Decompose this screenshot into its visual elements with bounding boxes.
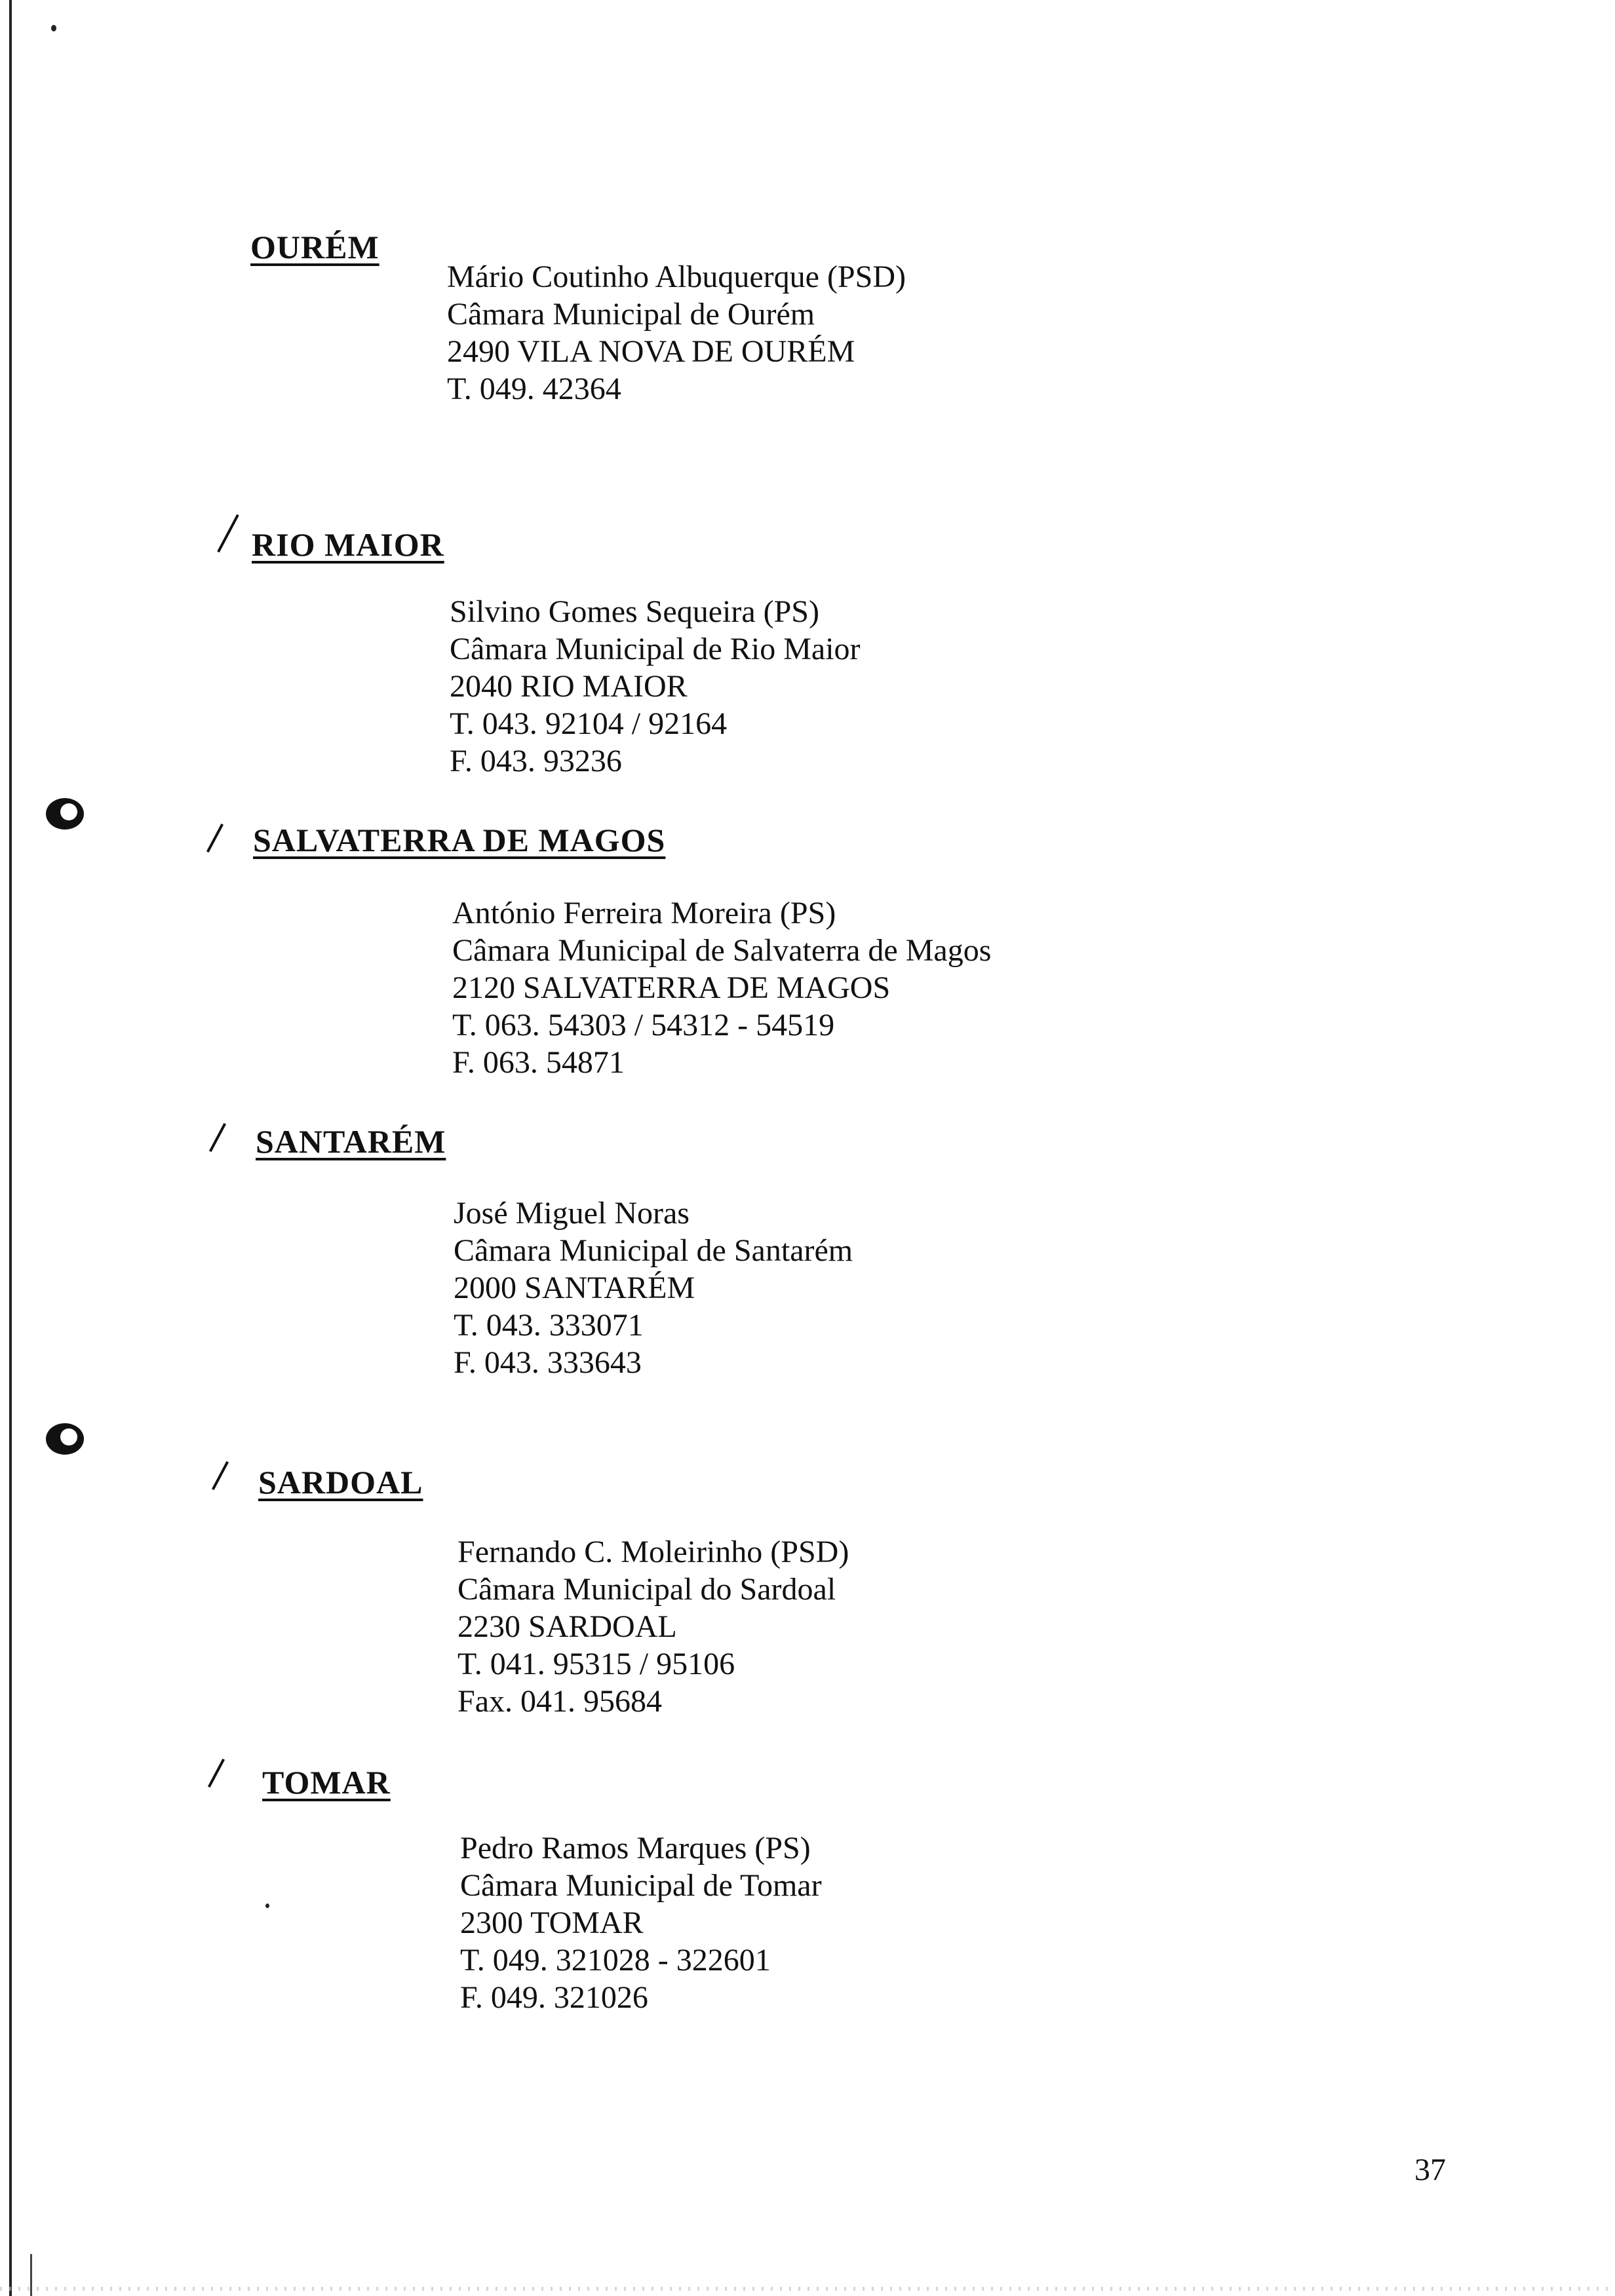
contact-address: 2300 TOMAR [460, 1905, 644, 1940]
check-mark [206, 824, 224, 852]
contact-address: 2230 SARDOAL [457, 1609, 677, 1644]
check-mark [208, 1759, 225, 1788]
contact-phone: T. 043. 333071 [454, 1308, 644, 1343]
contact-name: Pedro Ramos Marques (PS) [460, 1831, 811, 1866]
contact-phone: T. 041. 95315 / 95106 [457, 1647, 735, 1681]
entry-body-santarem [454, 1195, 853, 1381]
contact-address: 2120 SALVATERRA DE MAGOS [452, 970, 891, 1005]
entry-heading-rio-maior: RIO MAIOR [252, 526, 444, 563]
punch-hole [46, 1423, 84, 1455]
contact-address: 2040 RIO MAIOR [450, 669, 688, 704]
contact-name: Silvino Gomes Sequeira (PS) [450, 594, 819, 629]
entry-heading-ourem: OURÉM [250, 229, 379, 265]
contact-phone: T. 049. 321028 - 322601 [460, 1943, 771, 1978]
contact-institution: Câmara Municipal de Ourém [447, 297, 815, 332]
contact-fax: Fax. 041. 95684 [457, 1684, 662, 1719]
entry-body-sardoal [457, 1533, 849, 1720]
check-mark [212, 1461, 229, 1490]
contact-name: António Ferreira Moreira (PS) [452, 896, 836, 930]
page-left-edge [9, 0, 12, 2296]
page-number: 37 [1414, 2152, 1446, 2187]
entry-body-rio-maior [450, 593, 861, 780]
entry-body-salvaterra-de-magos [452, 894, 991, 1081]
contact-name: Mário Coutinho Albuquerque (PSD) [447, 259, 906, 294]
entry-body-ourem [447, 258, 906, 408]
contact-fax: F. 043. 333643 [454, 1345, 642, 1380]
check-mark [209, 1123, 226, 1152]
contact-phone: T. 063. 54303 / 54312 - 54519 [452, 1008, 835, 1043]
contact-fax: F. 063. 54871 [452, 1045, 625, 1080]
scan-speck [51, 25, 56, 31]
contact-name: Fernando C. Moleirinho (PSD) [457, 1535, 849, 1569]
entry-heading-salvaterra-de-magos: SALVATERRA DE MAGOS [253, 822, 666, 858]
contact-fax: F. 049. 321026 [460, 1980, 648, 2015]
entry-heading-sardoal: SARDOAL [258, 1464, 423, 1501]
page-bottom-edge [0, 2287, 1615, 2291]
contact-fax: F. 043. 93236 [450, 744, 622, 778]
contact-institution: Câmara Municipal do Sardoal [457, 1572, 836, 1607]
entry-heading-tomar: TOMAR [262, 1764, 391, 1801]
punch-hole [46, 798, 84, 830]
contact-address: 2490 VILA NOVA DE OURÉM [447, 334, 855, 369]
contact-institution: Câmara Municipal de Salvaterra de Magos [452, 933, 992, 968]
contact-phone: T. 043. 92104 / 92164 [450, 706, 728, 741]
contact-address: 2000 SANTARÉM [454, 1271, 695, 1305]
check-mark [217, 514, 239, 552]
entry-heading-santarem: SANTARÉM [256, 1123, 446, 1160]
contact-institution: Câmara Municipal de Tomar [460, 1868, 822, 1903]
scan-speck [265, 1904, 269, 1908]
contact-institution: Câmara Municipal de Rio Maior [450, 632, 861, 666]
contact-name: José Miguel Noras [454, 1196, 690, 1231]
contact-phone: T. 049. 42364 [447, 372, 621, 406]
contact-institution: Câmara Municipal de Santarém [454, 1233, 853, 1268]
entry-body-tomar [460, 1829, 822, 2016]
